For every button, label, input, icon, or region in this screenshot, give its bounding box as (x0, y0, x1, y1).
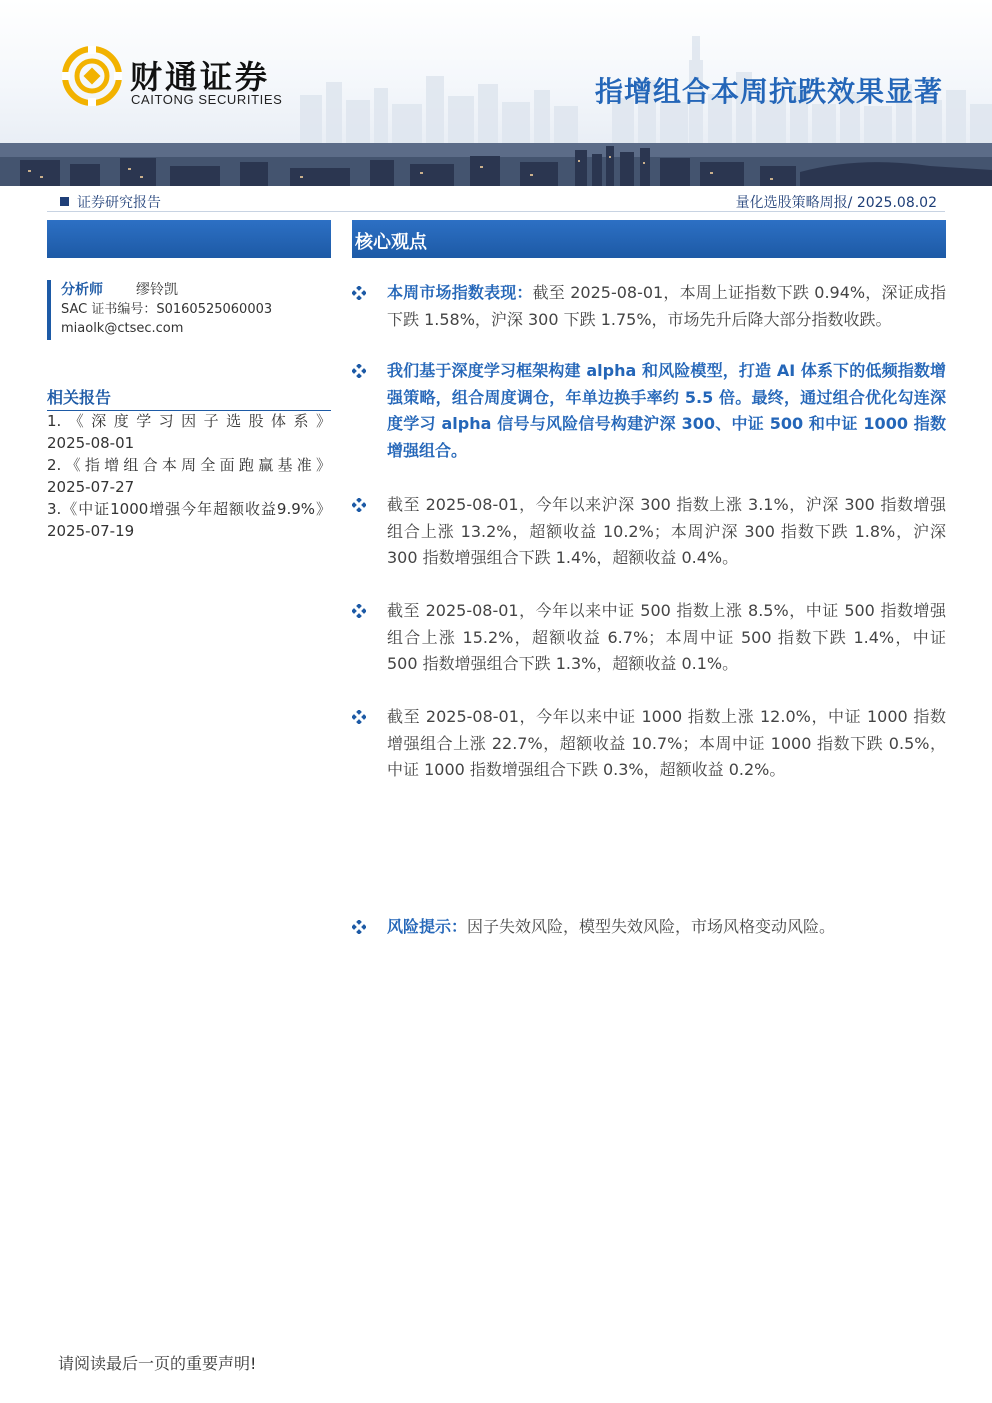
core-view-header-bar (352, 220, 946, 258)
diamond-bullet-icon (352, 920, 366, 934)
core-point-text: 截至 2025-08-01，今年以来中证 1000 指数上涨 12.0%，中证 1000 指数增强组合上涨 22.7%，超额收益 10.7%；本周中证 1000 指数下跌 0.5%，中证 1000 指数增强组合下跌 0.3%，超额收益 0.2%。 (387, 707, 946, 779)
report-title: 指增组合本周抗跌效果显著 (594, 75, 943, 108)
related-report-item[interactable] (47, 498, 331, 542)
related-report-date: 2025-07-19 (47, 522, 135, 540)
analyst-row (61, 280, 331, 300)
related-report-title: 1.《深度学习因子选股体系》 (47, 412, 331, 430)
analyst-email[interactable]: miaolk@ctsec.com (61, 321, 184, 336)
divider (47, 211, 945, 212)
related-reports-heading: 相关报告 (47, 385, 331, 411)
analyst-role: 分析师 (61, 282, 103, 298)
related-report-title: 2.《指增组合本周全面跑赢基准》 (47, 456, 331, 474)
core-view-heading: 核心观点 (355, 232, 427, 253)
related-report-date: 2025-08-01 (47, 434, 135, 452)
report-category (60, 192, 161, 212)
related-report-item[interactable] (47, 410, 331, 454)
related-report-item[interactable] (47, 454, 331, 498)
brand-name-en: CAITONG SECURITIES (131, 92, 283, 107)
diamond-bullet-icon (352, 604, 366, 618)
core-point (352, 280, 946, 333)
disclaimer-notice: 请阅读最后一页的重要声明! (58, 1354, 257, 1373)
core-point (352, 492, 946, 572)
core-point-lead: 本周市场指数表现： (387, 283, 533, 302)
diamond-bullet-icon (352, 286, 366, 300)
core-point (352, 358, 946, 464)
core-point-text: 截至 2025-08-01，今年以来中证 500 指数上涨 8.5%，中证 500 指数增强组合上涨 15.2%，超额收益 6.7%；本周中证 500 指数下跌 1.4%，中证 500 指数增强组合下跌 1.3%，超额收益 0.1%。 (387, 601, 946, 673)
info-strip (0, 190, 992, 212)
core-point (352, 598, 946, 678)
diamond-bullet-icon (352, 710, 366, 724)
header-banner (0, 0, 992, 186)
related-reports-list (47, 410, 331, 542)
core-point (352, 704, 946, 784)
core-point-text: 因子失效风险，模型失效风险，市场风格变动风险。 (467, 917, 836, 936)
square-bullet-icon (60, 197, 69, 206)
analyst-box (47, 280, 331, 340)
core-point-lead: 风险提示： (387, 917, 468, 936)
report-category-label: 证券研究报告 (77, 195, 161, 211)
analyst-sac: SAC 证书编号：S0160525060003 (61, 302, 273, 317)
caitong-logo-icon (62, 46, 122, 106)
core-point-text: 截至 2025-08-01，今年以来沪深 300 指数上涨 3.1%，沪深 300 指数增强组合上涨 13.2%，超额收益 10.2%；本周沪深 300 指数下跌 1.8%，沪深 300 指数增强组合下跌 1.4%，超额收益 0.4%。 (387, 495, 946, 567)
analyst-name: 缪铃凯 (136, 282, 178, 298)
brand-name-cn: 财通证券 (130, 58, 271, 96)
related-report-title: 3.《中证1000增强今年超额收益9.9%》 (47, 500, 331, 518)
diamond-bullet-icon (352, 498, 366, 512)
left-header-bar (47, 220, 331, 258)
diamond-bullet-icon (352, 364, 366, 378)
related-report-date: 2025-07-27 (47, 478, 135, 496)
core-point-text: 截至 2025-08-01，本周上证指数下跌 0.94%，深证成指下跌 1.58%，沪深 300 下跌 1.75%，市场先升后降大部分指数收跌。 (387, 283, 946, 329)
core-point (352, 914, 946, 941)
report-series-date: 量化选股策略周报/ 2025.08.02 (735, 195, 937, 211)
core-point-text: 我们基于深度学习框架构建 alpha 和风险模型，打造 AI 体系下的低频指数增强策略，组合周度调仓，年单边换手率约 5.5 倍。最终，通过组合优化勾连深度学习 alpha 信号与风险信号构建沪深 300、中证 500 和中证 1000 指数增强组合。 (387, 361, 946, 460)
